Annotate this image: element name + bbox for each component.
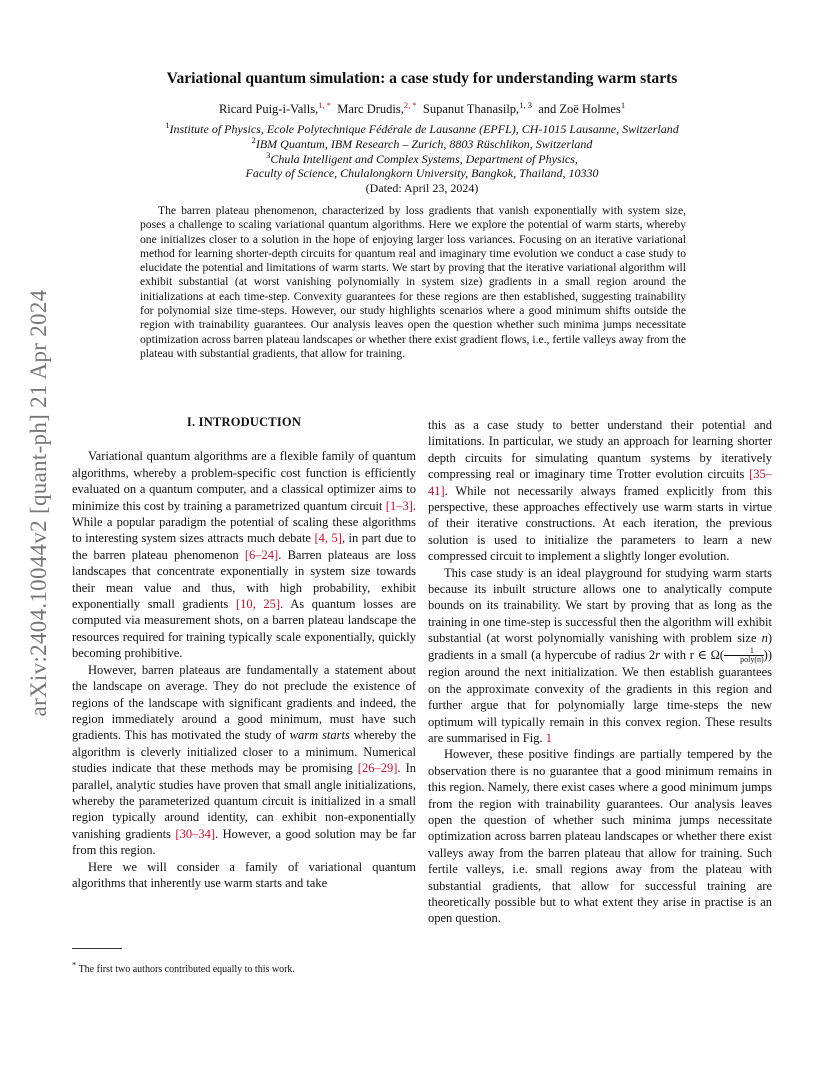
- citation-link[interactable]: [4, 5]: [314, 531, 342, 546]
- author-affil-mark: 1: [620, 99, 626, 110]
- paragraph: However, barren plateaus are fundamentally a statement about the landscape on average. They do not preclude the existence of regions of the landscape with significant gradients and indeed, the region immediately around a good minimum, must have such gradients. This has motivated the study of warm starts whereby the algorithm is cleverly initialized closer to a minimum. Numerical studies indicate that these methods may be promising [26–29]. In parallel, analytic studies have proven that small angle initializations, whereby the parameterized quantum circuit is initialized in a small region typically around identity, can exhibit non-exponentially vanishing gradients [30–34]. However, a good solution may be far from this region.: [72, 662, 416, 858]
- figure-link[interactable]: 1: [545, 730, 552, 745]
- affiliation-3: $^3$Chula Intelligent and Complex Systems, Department of Physics,: [266, 149, 578, 166]
- left-column: [72, 414, 416, 891]
- abstract: The barren plateau phenomenon, characterized by loss gradients that vanish exponentially with system size, poses a challenge to scaling variational quantum algorithms. Here we explore the potential of warm starts, whereby one initializes closer to a solution in the hope of enjoying larger loss variances. Focusing on an iterative variational method for learning shorter-depth circuits for quantum real and imaginary time evolution we conduct a case study to elucidate the potential and limitations of warm starts. We start by proving that the iterative variational algorithm will exhibit substantial (at worst vanishing polynomially in system size) gradients in a small region around the initializations at each time-step. Convexity guarantees for these regions are then established, suggesting trainability for polynomial size time-steps. However, our study highlights scenarios where a good minimum shifts outside the region with trainability guarantees. Our analysis leaves open the question whether such minima jumps necessitate optimization across barren plateau landscapes or whether there exist gradient flows, i.e., fertile valleys away from the plateau with substantial gradients, that allow for training.: [140, 204, 686, 360]
- affiliation-1: $^1$Institute of Physics, Ecole Polytechnique Fédérale de Lausanne (EPFL), CH-1015 Lausanne, Switzerland: [165, 120, 679, 136]
- paragraph: Here we will consider a family of variational quantum algorithms that inherently use warm starts and take: [72, 859, 416, 890]
- citation-link[interactable]: [26–29]: [357, 761, 398, 776]
- math-expression: r ∈ Ω( $\frac{1}{\text{poly(n)}}$ )): [689, 646, 772, 665]
- author-list: [72, 99, 772, 117]
- affiliations: [72, 122, 772, 196]
- citation-link[interactable]: [35–41]: [428, 467, 772, 498]
- affiliation-3-continued: Faculty of Science, Chulalongkorn University, Bangkok, Thailand, 10330: [245, 166, 599, 181]
- paper-title: Variational quantum simulation: a case study for understanding warm starts: [166, 70, 678, 87]
- footnote-rule: [72, 948, 122, 949]
- author-affil-mark: 1, 3: [519, 99, 532, 110]
- author-name: and Zoë Holmes: [538, 102, 621, 116]
- paragraph: Variational quantum algorithms are a flexible family of quantum algorithms, whereby a problem-specific cost function is efficiently evaluated on a quantum computer, and a classical optimizer aims to minimize this cost by training a parametrized quantum circuit [1–3]. While a popular paradigm the potential of scaling these algorithms to interesting system sizes attracts much debate [4, 5], in part due to the barren plateau phenomenon [6–24]. Barren plateaus are loss landscapes that concentrate exponentially in system size towards their mean value and thus, with high probability, exhibit exponentially small gradients [10, 25]. As quantum losses are computed via measurement shots, on a barren plateau landscape the resources required for training typically scale exponentially, quickly becoming prohibitive.: [72, 449, 417, 661]
- paragraph: This case study is an ideal playground for studying warm starts because its inbuilt structure allows one to analytically compute bounds on its trainability. We start by proving that as long as the training in one time-step is successful then the algorithm will exhibit substantial (at worst polynomially vanishing with problem size n) gradients in a small (a hypercube of radius 2r with r ∈ Ω( $\frac{1}{\text{poly(n)}}$ )) region around the next initialization. We then establish guarantees on the approximate convexity of the gradients in this region and further argue that for polynomially large time-steps the new optimum will typically remain in this convex region. These results are summarised in Fig. 1: [428, 565, 772, 745]
- author-affil-mark[interactable]: 2, *: [403, 99, 417, 110]
- footnote: * The first two authors contributed equally to this work.: [72, 959, 295, 975]
- arxiv-sidebar: [22, 248, 56, 758]
- right-column: [428, 417, 772, 927]
- paragraph: this as a case study to better understand their potential and limitations. In particular, we study an approach for learning shorter depth circuits for simulating quantum systems by iteratively compressing real or imaginary time Trotter evolution circuits [35–41]. While not necessarily always framed explicitly from this perspective, these approaches effectively use warm starts in virtue of their iterative constructions. At each iteration, the previous solution is used to initialize the parameters to learn a new compressed circuit to implement a slightly longer evolution.: [428, 418, 772, 564]
- author-name: Ricard Puig-i-Valls,: [218, 102, 319, 116]
- arxiv-identifier: arXiv:2404.10044v2 [quant-ph] 21 Apr 2024: [26, 289, 51, 717]
- author-name: Supanut Thanasilp,: [422, 102, 520, 116]
- citation-link[interactable]: [30–34]: [175, 826, 215, 841]
- section-heading: I. INTRODUCTION: [186, 415, 302, 429]
- citation-link[interactable]: [10, 25]: [235, 597, 281, 612]
- author-affil-mark[interactable]: 1, *: [318, 99, 331, 110]
- citation-link[interactable]: [1–3]: [385, 498, 413, 513]
- citation-link[interactable]: [6–24]: [244, 547, 279, 562]
- affiliation-2: $^2$IBM Quantum, IBM Research – Zurich, 8803 Rüschlikon, Switzerland: [251, 134, 593, 151]
- paragraph: However, these positive findings are partially tempered by the observation there is no guarantee that a good minimum remains in this region. Namely, there exist cases where a good minimum jumps from the region with trainability guarantees. Our analysis leaves open the question of whether such minima jumps necessitate optimization across barren plateau landscapes or whether there exist valleys away from the barren plateau that allow for training. Such fertile valleys, i.e. small regions away from the plateau with substantial gradients, that allow for successful training are theoretically possible but to what extent they arise in practise is an open question.: [428, 747, 772, 926]
- author-name: Marc Drudis,: [337, 102, 404, 116]
- date-line: (Dated: April 23, 2024): [365, 181, 479, 196]
